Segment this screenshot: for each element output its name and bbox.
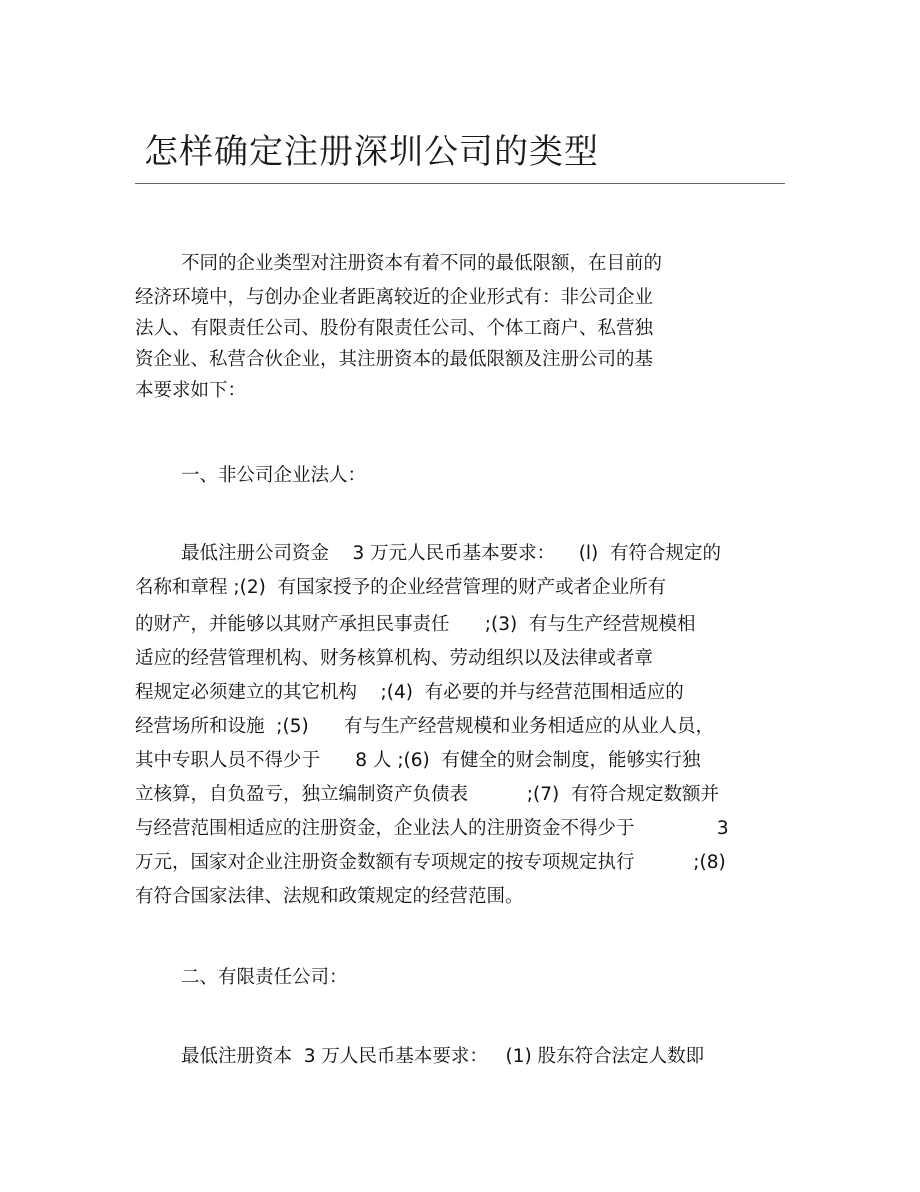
paragraph-line: 最低注册资本 3 万人民币基本要求： (1) 股东符合法定人数即	[181, 1046, 705, 1067]
title-underline	[135, 183, 785, 184]
paragraph-line: 立核算，自负盈亏，独立编制资产负债表 ;(7) 有符合规定数额并	[135, 784, 720, 805]
paragraph-line: 最低注册公司资金 3 万元人民币基本要求： (l) 有符合规定的	[181, 543, 722, 564]
paragraph-line: 不同的企业类型对注册资本有着不同的最低限额，在目前的	[181, 253, 663, 274]
paragraph-line: 适应的经营管理机构、财务核算机构、劳动组织以及法律或者章	[135, 648, 654, 669]
section-heading: 二、有限责任公司：	[181, 967, 348, 988]
paragraph-line: 名称和章程 ;(2) 有国家授予的企业经营管理的财产或者企业所有	[135, 577, 667, 598]
paragraph-line: 的财产，并能够以其财产承担民事责任 ;(3) 有与生产经营规模相	[135, 614, 696, 635]
paragraph-line: 本要求如下：	[135, 380, 247, 401]
paragraph-line: 经济环境中，与创办企业者距离较近的企业形式有：非公司企业	[135, 287, 654, 308]
paragraph-line: 与经营范围相适应的注册资金，企业法人的注册资金不得少于 3	[135, 818, 729, 839]
paragraph-line: 法人、有限责任公司、股份有限责任公司、个体工商户、私营独	[135, 318, 654, 339]
paragraph-line: 万元，国家对企业注册资金数额有专项规定的按专项规定执行 ;(8)	[135, 852, 726, 873]
paragraph-line: 资企业、私营合伙企业，其注册资本的最低限额及注册公司的基	[135, 349, 654, 370]
paragraph-line: 有符合国家法律、法规和政策规定的经营范围。	[135, 886, 524, 907]
paragraph-line: 经营场所和设施 ;(5) 有与生产经营规模和业务相适应的从业人员，	[135, 716, 714, 737]
paragraph-line: 其中专职人员不得少于 8 人 ;(6) 有健全的财会制度，能够实行独	[135, 750, 701, 771]
section-heading: 一、非公司企业法人：	[181, 465, 367, 486]
paragraph-line: 程规定必须建立的其它机构 ;(4) 有必要的并与经营范围相适应的	[135, 682, 684, 703]
document-title: 怎样确定注册深圳公司的类型	[144, 132, 599, 172]
